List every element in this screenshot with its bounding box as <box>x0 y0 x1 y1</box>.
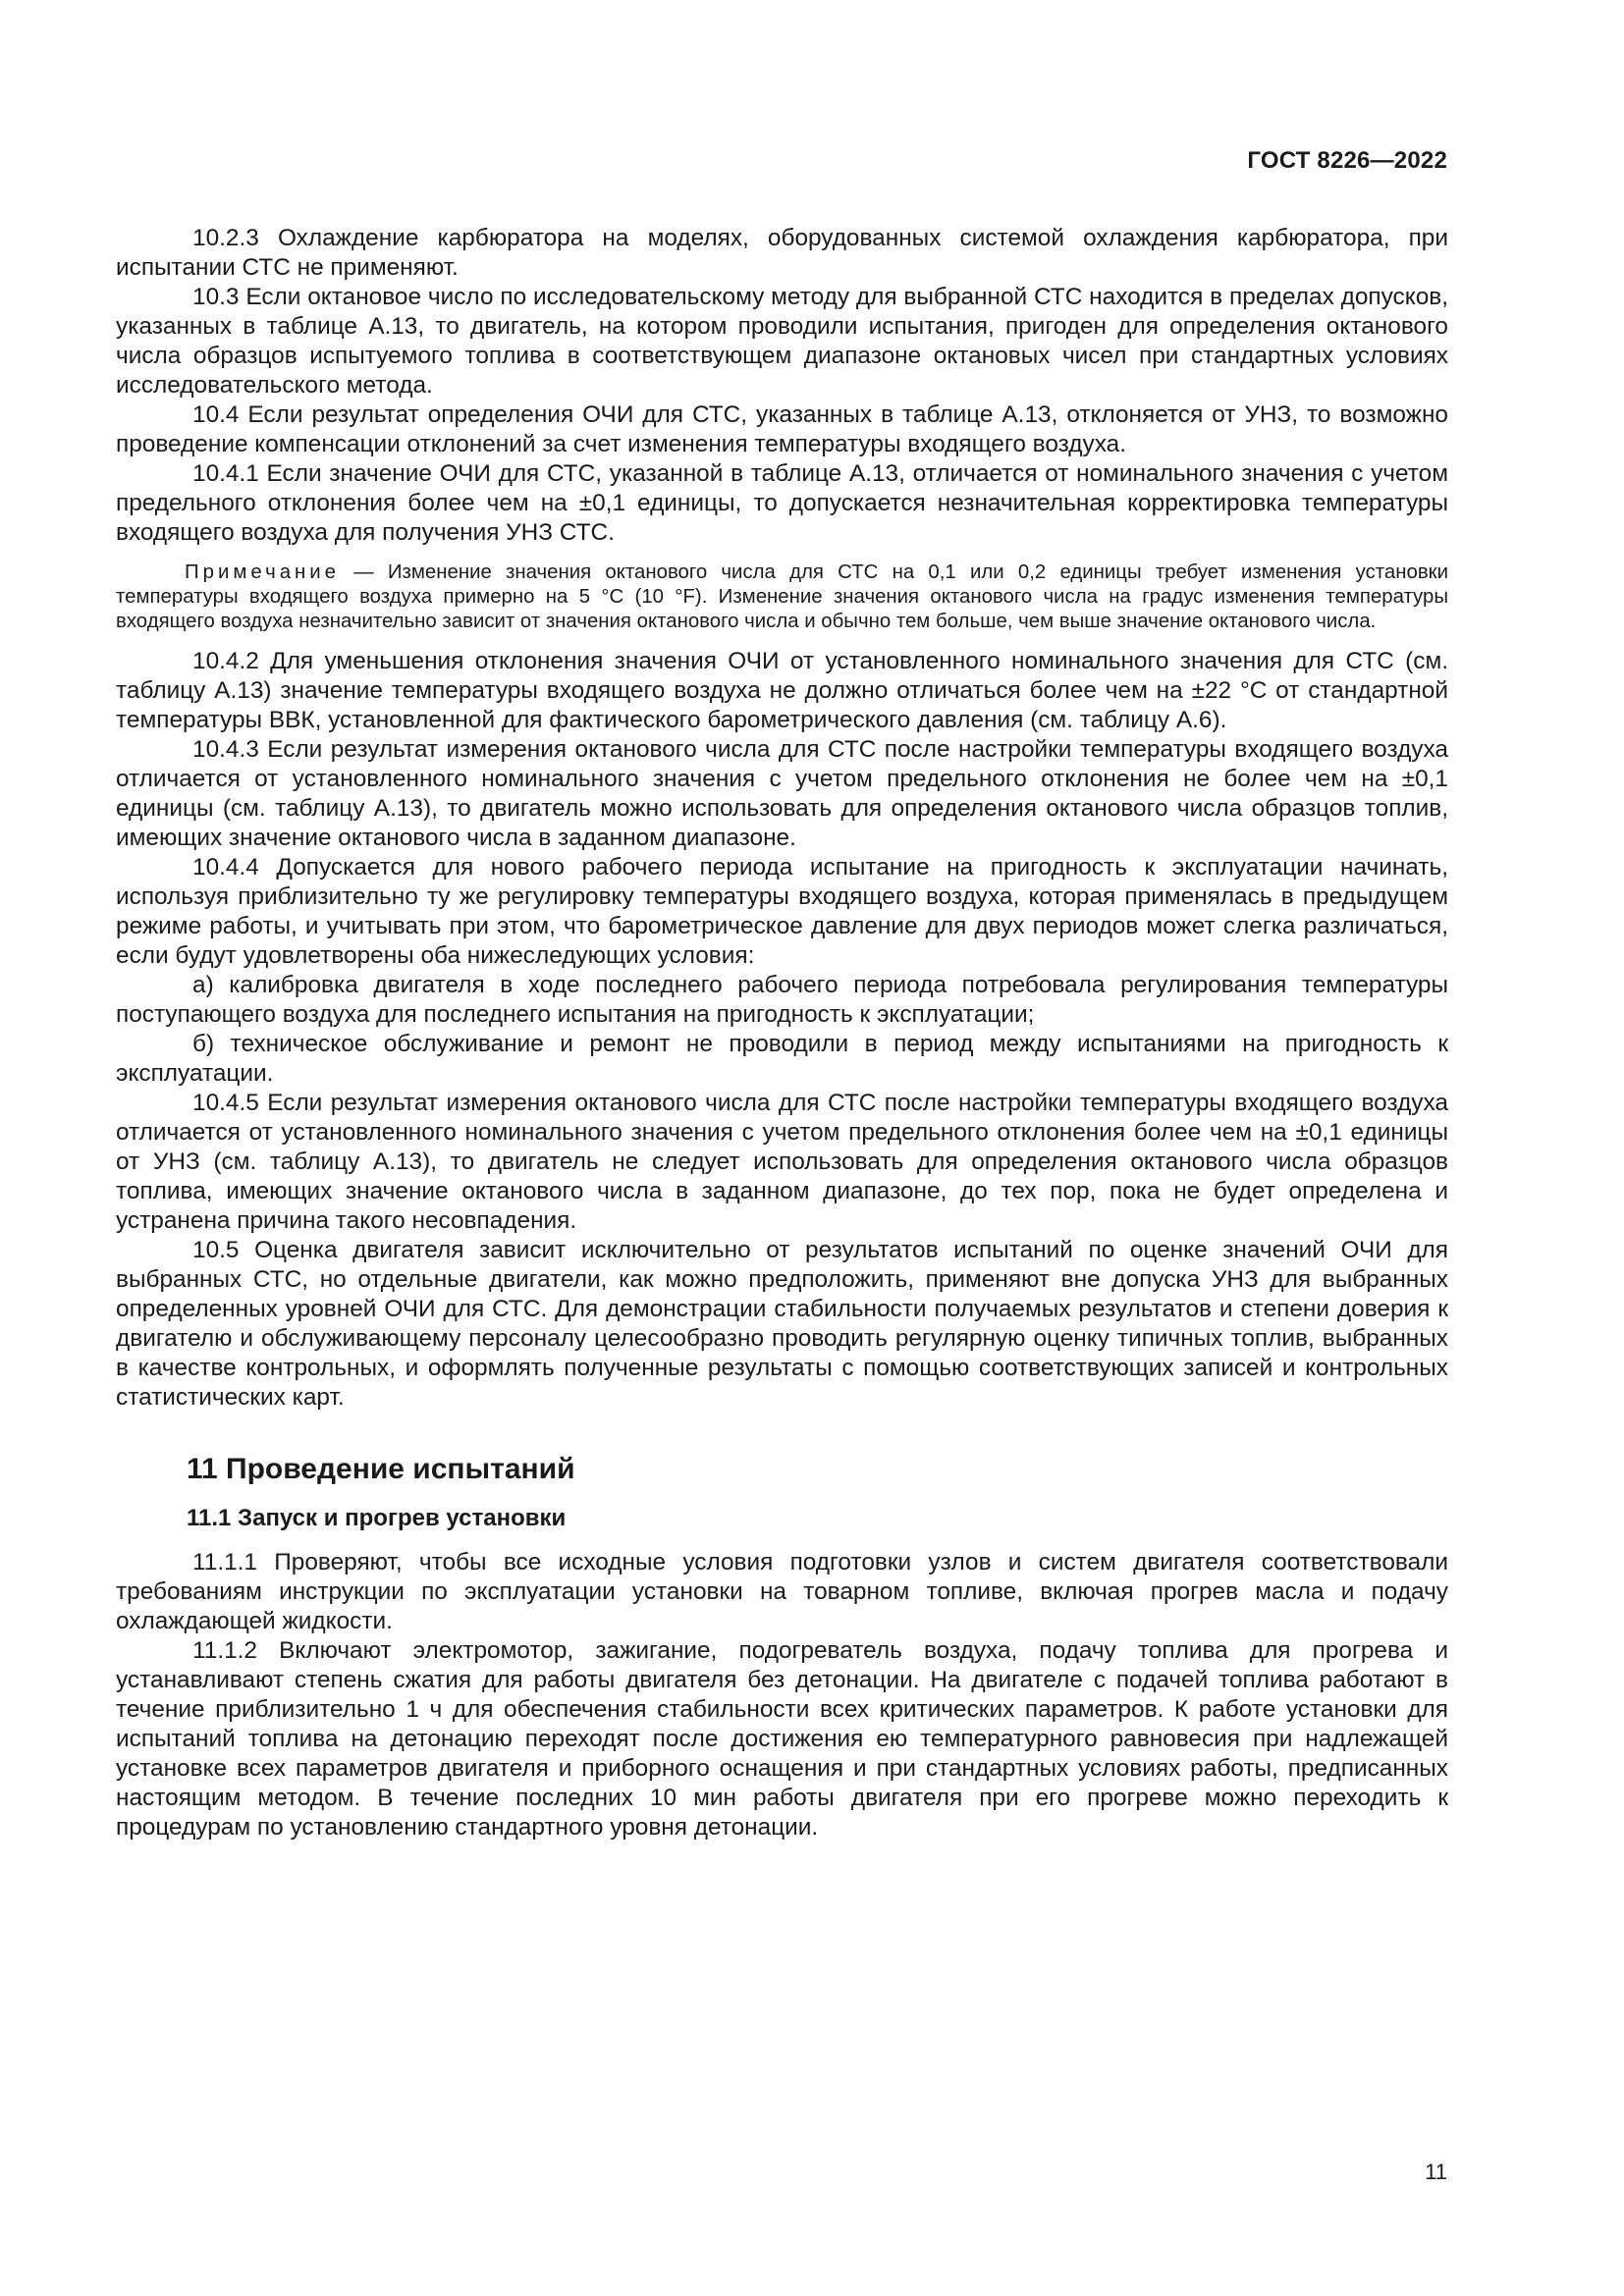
section-heading-11: 11 Проведение испытаний <box>187 1453 575 1485</box>
paragraph-11-1-2: 11.1.2 Включают электромотор, зажигание, подогреватель воздуха, подачу топлива для прогрева и устанавливают степень сжатия для работы двигателя без детонации. На двигателе с подачей топлива работают в течение приблизительно 1 ч для обеспечения стабильности всех критических параметров. К работе установки для испытаний топлива на детонацию переходят после достижения ею температурного равновесия при надлежащей установке всех параметров двигателя и приборного оснащения и при стандартных условиях работы, предписанных настоящим методом. В течение последних 10 мин работы двигателя при его прогреве можно переходить к процедурам по установлению стандартного уровня детонации. <box>116 1637 1448 1841</box>
list-item-a: а) калибровка двигателя в ходе последнего рабочего периода потребовала регулирования температуры поступающего воздуха для последнего испытания на пригодность к эксплуатации; <box>116 972 1448 1028</box>
paragraph-10-4-2: 10.4.2 Для уменьшения отклонения значения ОЧИ от установленного номинального значения для СТС (см. таблицу А.13) значение температуры входящего воздуха не должно отличаться более чем на ±22 °С от стандартной температуры ВВК, установленной для фактического барометрического давления (см. таблицу А.6). <box>116 648 1448 733</box>
paragraph-10-4-4: 10.4.4 Допускается для нового рабочего периода испытание на пригодность к эксплуатации начинать, используя приблизительно ту же регулировку температуры входящего воздуха, которая применялась в предыдущем режиме работы, и учитывать при этом, что барометрическое давление для двух периодов может слегка различаться, если будут удовлетворены оба нижеследующих условия: <box>116 854 1448 969</box>
paragraph-10-4-1: 10.4.1 Если значение ОЧИ для СТС, указанной в таблице А.13, отличается от номинального значения с учетом предельного отклонения более чем на ±0,1 единицы, то допускается незначительная корректировка температуры входящего воздуха для получения УНЗ СТС. <box>116 460 1448 546</box>
paragraph-10-4: 10.4 Если результат определения ОЧИ для СТС, указанных в таблице А.13, отклоняется от УНЗ, то возможно проведение компенсации отклонений за счет изменения температуры входящего воздуха. <box>116 401 1448 457</box>
page-number: 11 <box>1425 2160 1447 2184</box>
paragraph-10-3: 10.3 Если октановое число по исследовательскому методу для выбранной СТС находится в пределах допусков, указанных в таблице А.13, то двигатель, на котором проводили испытания, пригоден для определения октанового числа образцов испытуемого топлива в соответствующем диапазоне октановых чисел при стандартных условиях исследовательского метода. <box>116 284 1448 399</box>
paragraph-10-2-3: 10.2.3 Охлаждение карбюратора на моделях, оборудованных системой охлаждения карбюратора, при испытании СТС не применяют. <box>116 225 1448 281</box>
list-item-b: б) техническое обслуживание и ремонт не проводили в период между испытаниями на пригодность к эксплуатации. <box>116 1031 1448 1087</box>
note-text: — Изменение значения октанового числа для СТС на 0,1 или 0,2 единицы требует изменения установки температуры входящего воздуха примерно на 5 °С (10 °F). Изменение значения октанового числа на градус изменения температуры входящего воздуха незначительно зависит от значения октанового числа и обычно тем больше, чем выше значение октанового числа. <box>116 561 1448 632</box>
note-label: Примечание <box>185 561 341 583</box>
subsection-heading-11-1: 11.1 Запуск и прогрев установки <box>187 1505 567 1531</box>
note <box>116 561 1448 634</box>
document-body <box>116 224 1448 1842</box>
paragraph-10-4-5: 10.4.5 Если результат измерения октанового числа для СТС после настройки температуры входящего воздуха отличается от установленного номинального значения с учетом предельного отклонения более чем на ±0,1 единицы от УНЗ (см. таблицу А.13), то двигатель не следует использовать для определения октанового числа образцов топлива, имеющих значение октанового числа в заданном диапазоне, до тех пор, пока не будет определена и устранена причина такого несовпадения. <box>116 1090 1448 1234</box>
paragraph-11-1-1: 11.1.1 Проверяют, чтобы все исходные условия подготовки узлов и систем двигателя соответствовали требованиям инструкции по эксплуатации установки на товарном топливе, включая прогрев масла и подачу охлаждающей жидкости. <box>116 1549 1448 1634</box>
paragraph-10-5: 10.5 Оценка двигателя зависит исключительно от результатов испытаний по оценке значений ОЧИ для выбранных СТС, но отдельные двигатели, как можно предположить, применяют вне допуска УНЗ для выбранных определенных уровней ОЧИ для СТС. Для демонстрации стабильности получаемых результатов и степени доверия к двигателю и обслуживающему персоналу целесообразно проводить регулярную оценку типичных топлив, выбранных в качестве контрольных, и оформлять полученные результаты с помощью соответствующих записей и контрольных статистических карт. <box>116 1237 1448 1411</box>
paragraph-10-4-3: 10.4.3 Если результат измерения октанового числа для СТС после настройки температуры входящего воздуха отличается от установленного номинального значения с учетом предельного отклонения не более чем на ±0,1 единицы (см. таблицу А.13), то двигатель можно использовать для определения октанового числа образцов топлив, имеющих значение октанового числа в заданном диапазоне. <box>116 736 1448 851</box>
document-header: ГОСТ 8226—2022 <box>1247 147 1447 174</box>
